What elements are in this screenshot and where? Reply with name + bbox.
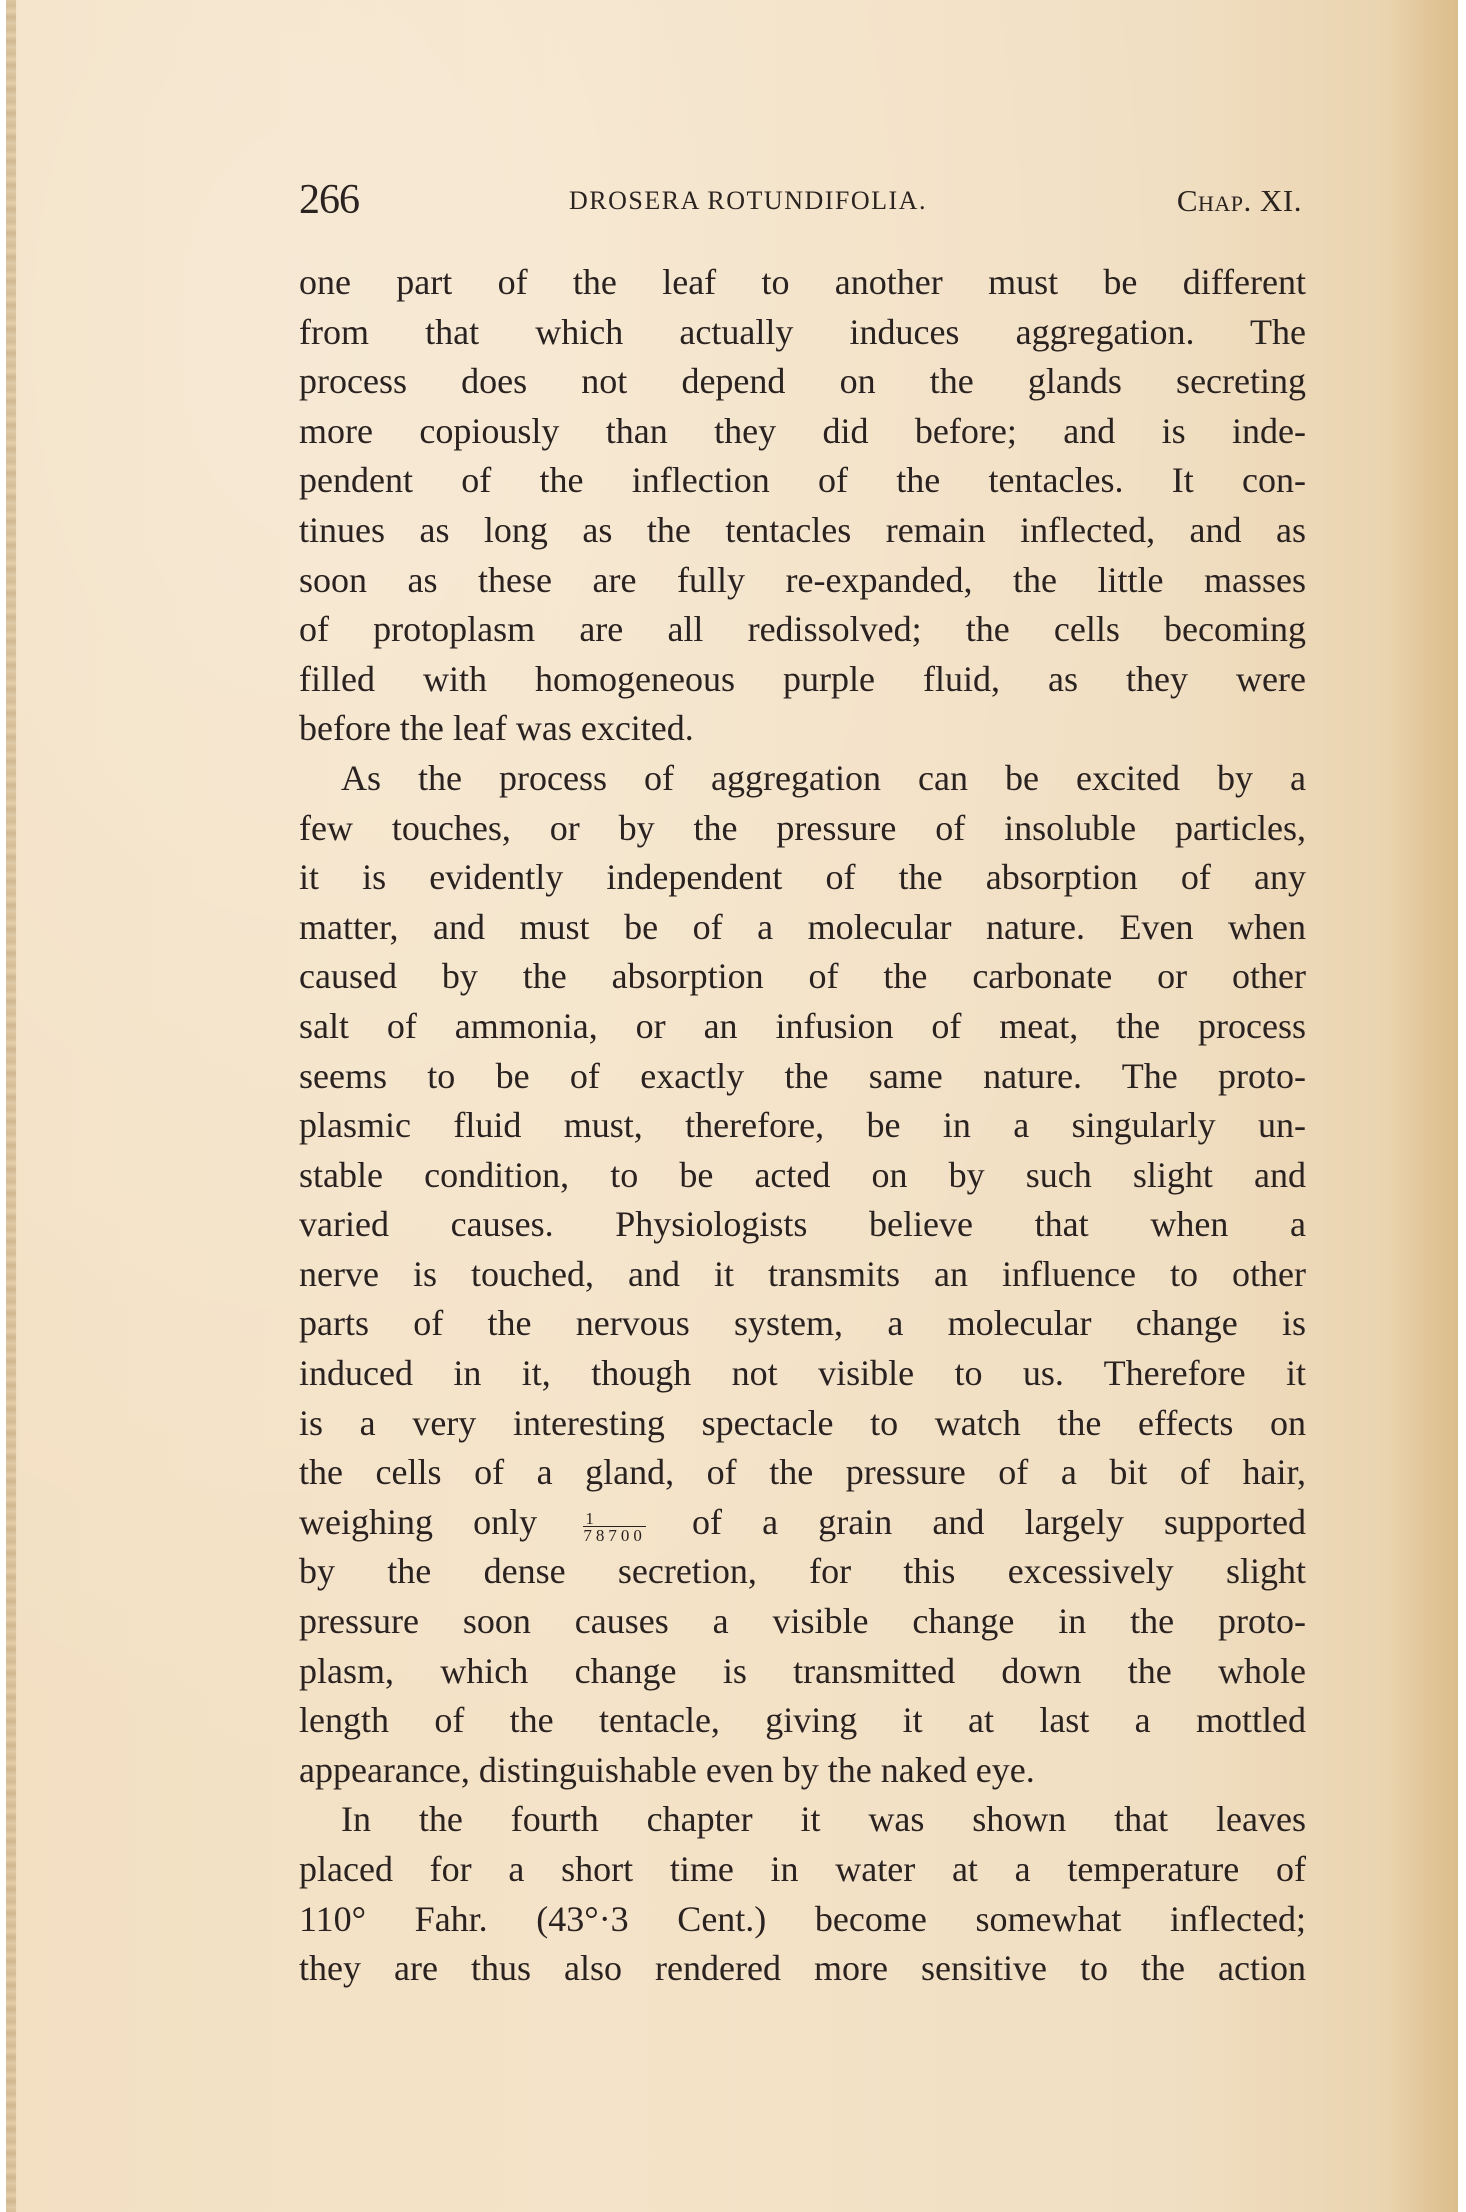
body-text	[299, 258, 1306, 1994]
chapter-label: Chap. XI.	[1176, 183, 1302, 218]
fraction-numerator: 1	[583, 1512, 646, 1527]
text-line: process does not depend on the glands secreting	[299, 361, 1306, 402]
text-fragment: weighing only	[299, 1501, 538, 1542]
text-line: induced in it, though not visible to us. Therefore it	[299, 1353, 1306, 1394]
text-line: one part of the leaf to another must be different	[299, 262, 1306, 302]
text-line: pressure soon causes a visible change in the proto-	[299, 1601, 1306, 1642]
text-line: few touches, or by the pressure of insoluble particles,	[299, 807, 1306, 848]
text-line: pendent of the inflection of the tentacles. It con-	[299, 460, 1306, 501]
text-line: parts of the nervous system, a molecular change is	[299, 1303, 1306, 1344]
text-line-with-fraction	[299, 1498, 1306, 1548]
text-line: nerve is touched, and it transmits an influence to other	[299, 1253, 1306, 1294]
text-line: tinues as long as the tentacles remain inflected, and as	[299, 509, 1306, 550]
text-line: As the process of aggregation can be excited by a	[341, 757, 1306, 798]
text-line: filled with homogeneous purple fluid, as they were	[299, 658, 1306, 699]
text-line: it is evidently independent of the absorption of any	[299, 857, 1306, 898]
text-line: stable condition, to be acted on by such slight and	[299, 1154, 1306, 1195]
text-line: soon as these are fully re-expanded, the little masses	[299, 559, 1306, 600]
text-line: In the fourth chapter it was shown that leaves	[341, 1799, 1306, 1840]
text-line: varied causes. Physiologists believe that when a	[299, 1204, 1306, 1245]
text-line: placed for a short time in water at a temperature of	[299, 1849, 1306, 1889]
text-line: by the dense secretion, for this excessively slight	[299, 1551, 1306, 1592]
book-page	[6, 0, 1458, 2212]
text-line: seems to be of exactly the same nature. The proto-	[299, 1055, 1306, 1096]
text-line: plasm, which change is transmitted down the whole	[299, 1650, 1306, 1691]
text-line: from that which actually induces aggregation. The	[299, 311, 1306, 352]
page-binding-edge	[6, 0, 16, 2212]
text-line: salt of ammonia, or an infusion of meat, the process	[299, 1005, 1306, 1046]
text-line: is a very interesting spectacle to watch the effects on	[299, 1402, 1306, 1443]
text-line: length of the tentacle, giving it at last a mottled	[299, 1700, 1306, 1741]
running-header	[299, 170, 1302, 230]
page-number: 266	[299, 177, 359, 223]
text-line: matter, and must be of a molecular nature. Even when	[299, 906, 1306, 947]
text-line: of protoplasm are all redissolved; the cells becoming	[299, 609, 1306, 650]
fraction-denominator: 78700	[583, 1526, 646, 1546]
text-fragment: of a grain and largely supported	[692, 1501, 1307, 1542]
text-line: more copiously than they did before; and is inde-	[299, 410, 1306, 451]
fraction	[583, 1509, 646, 1546]
text-line: they are thus also rendered more sensitive to the action	[299, 1948, 1306, 1989]
paragraph	[299, 1795, 1306, 1993]
paragraph	[299, 258, 1306, 754]
text-line: before the leaf was excited.	[299, 708, 694, 749]
text-line: the cells of a gland, of the pressure of a bit of hair,	[299, 1452, 1306, 1493]
page-edge-shadow	[1388, 0, 1458, 2212]
text-line: appearance, distinguishable even by the naked eye.	[299, 1749, 1035, 1790]
paragraph	[299, 754, 1306, 1795]
running-title: DROSERA ROTUNDIFOLIA.	[569, 186, 927, 215]
text-line: plasmic fluid must, therefore, be in a singularly un-	[299, 1105, 1306, 1146]
text-line: caused by the absorption of the carbonate or other	[299, 956, 1306, 997]
text-line: 110° Fahr. (43°·3 Cent.) become somewhat inflected;	[299, 1898, 1306, 1939]
